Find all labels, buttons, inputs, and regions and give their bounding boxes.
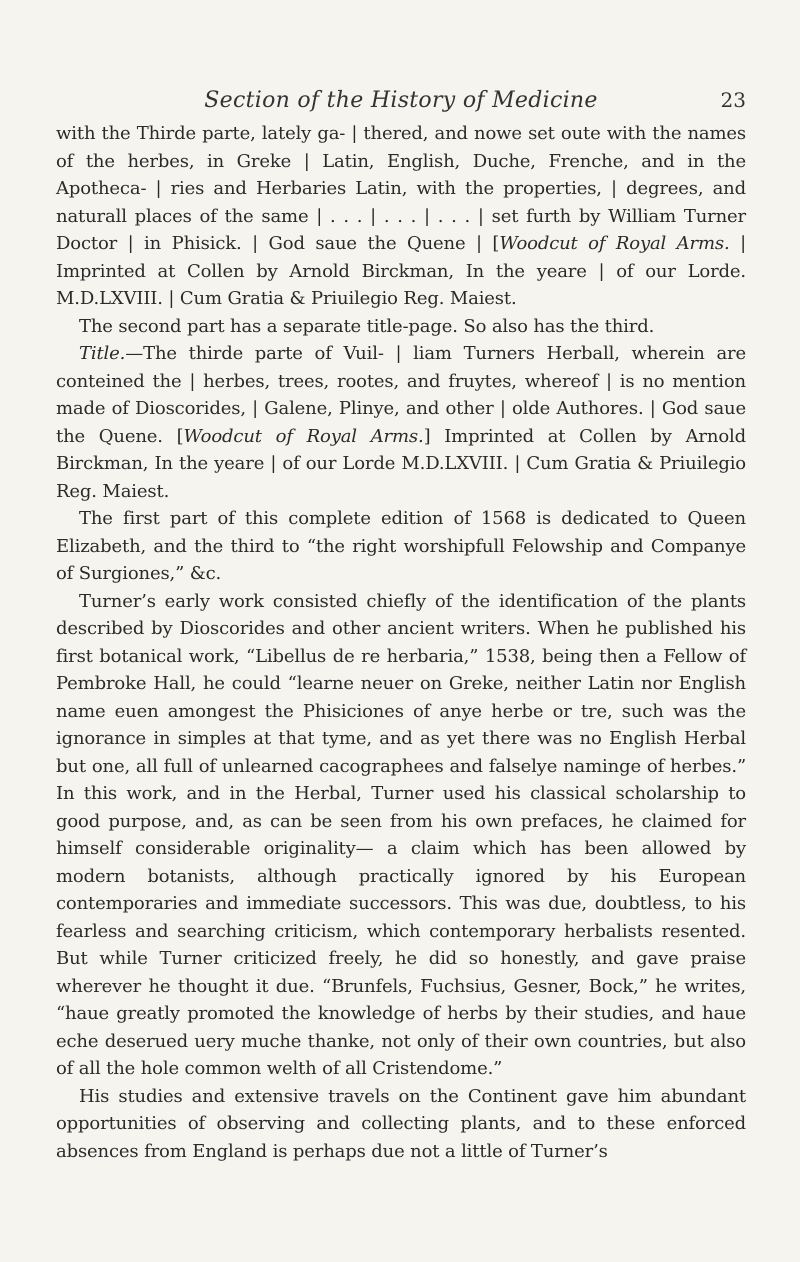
text-segment: —The thirde parte of Vuil- | liam Turners Herball, wherein are conteined the | herbes, trees, rootes, and fruytes, whereof | is no mention made of Dioscorides, | Galene, Plinye, and other | olde Authores. | God saue the Quene. [ — [56, 343, 746, 447]
text-segment: ] Imprinted at Collen by Arnold Birckman, In the yeare | of our Lorde M.D.LXVIII. | Cum Gratia & Priuilegio Reg. Maiest. — [56, 425, 746, 502]
text-segment-italic: Woodcut of Royal Arms. — [183, 425, 424, 447]
paragraph-dedication — [56, 505, 746, 588]
page-number: 23 — [720, 88, 746, 112]
text-segment: | Imprinted at Collen by Arnold Birckman, In the yeare | of our Lorde. M.D.LXVIII. | Cum Gratia & Priuilegio Reg. Maiest. — [56, 233, 746, 309]
text-segment: Turner’s early work consisted chiefly of the identification of the plants described by Dioscorides and other ancient writers. When he published his first botanical work, “Libellus de re herbaria,” 1538, being then a Fellow of Pembroke Hall, he could “learne neuer on Greke, neither Latin nor English name euen amongest the Phisiciones of anye herbe or tre, such was the ignorance in simples at that tyme, and as yet there was no English Herbal but one, all full of unlearned cacographees and falselye naminge of herbes.” In this work, and in the Herbal, Turner used his classical scholarship to good purpose, and, as can be seen from his own prefaces, he claimed for himself considerable originality— a claim which has been allowed by modern botanists, although practically ignored by his European contemporaries and immediate successors. This was due, doubtless, to his fearless and searching criticism, which contemporary herbalists resented. But while Turner criticized freely, he did so honestly, and gave praise wherever he thought it due. “Brunfels, Fuchsius, Gesner, Bock,” he writes, “haue greatly promoted the knowledge of herbs by their studies, and haue eche deserued uery muche thanke, not only of their own countries, but also of all the hole common welth of all Cristendome.” — [56, 590, 746, 1079]
body-text — [56, 120, 746, 1165]
text-segment-italic: Title. — [79, 343, 126, 364]
text-segment: The first part of this complete edition of 1568 is dedicated to Queen Elizabeth, and the third to “the right worshipfull Felowship and Companye of Surgiones,” &c. — [56, 508, 746, 584]
running-head — [56, 0, 746, 120]
text-segment-italic: Woodcut of Royal Arms. — [499, 233, 730, 254]
paragraph-second-part — [56, 313, 746, 341]
paragraph-third-part-title — [56, 340, 746, 505]
paragraph-early-work — [56, 588, 746, 1083]
paragraph-title-continuation — [56, 120, 746, 313]
text-segment: with the Thirde parte, lately ga- | thered, and nowe set oute with the names of the herbes, in Greke | Latin, English, Duche, Frenche, and in the Apotheca- | ries and Herbaries Latin, with the properties, | degrees, and naturall places of the same | . . . | . . . | . . . | set furth by William Turner Doctor | in Phisick. | God saue the Quene | [ — [56, 123, 746, 254]
running-title: Section of the History of Medicine — [204, 88, 598, 113]
paragraph-studies — [56, 1083, 746, 1166]
text-segment: The second part has a separate title-page. So also has the third. — [79, 315, 655, 337]
text-segment: His studies and extensive travels on the Continent gave him abundant opportunities of observing and collecting plants, and to these enforced absences from England is perhaps due not a little of Turner’s — [56, 1085, 746, 1162]
